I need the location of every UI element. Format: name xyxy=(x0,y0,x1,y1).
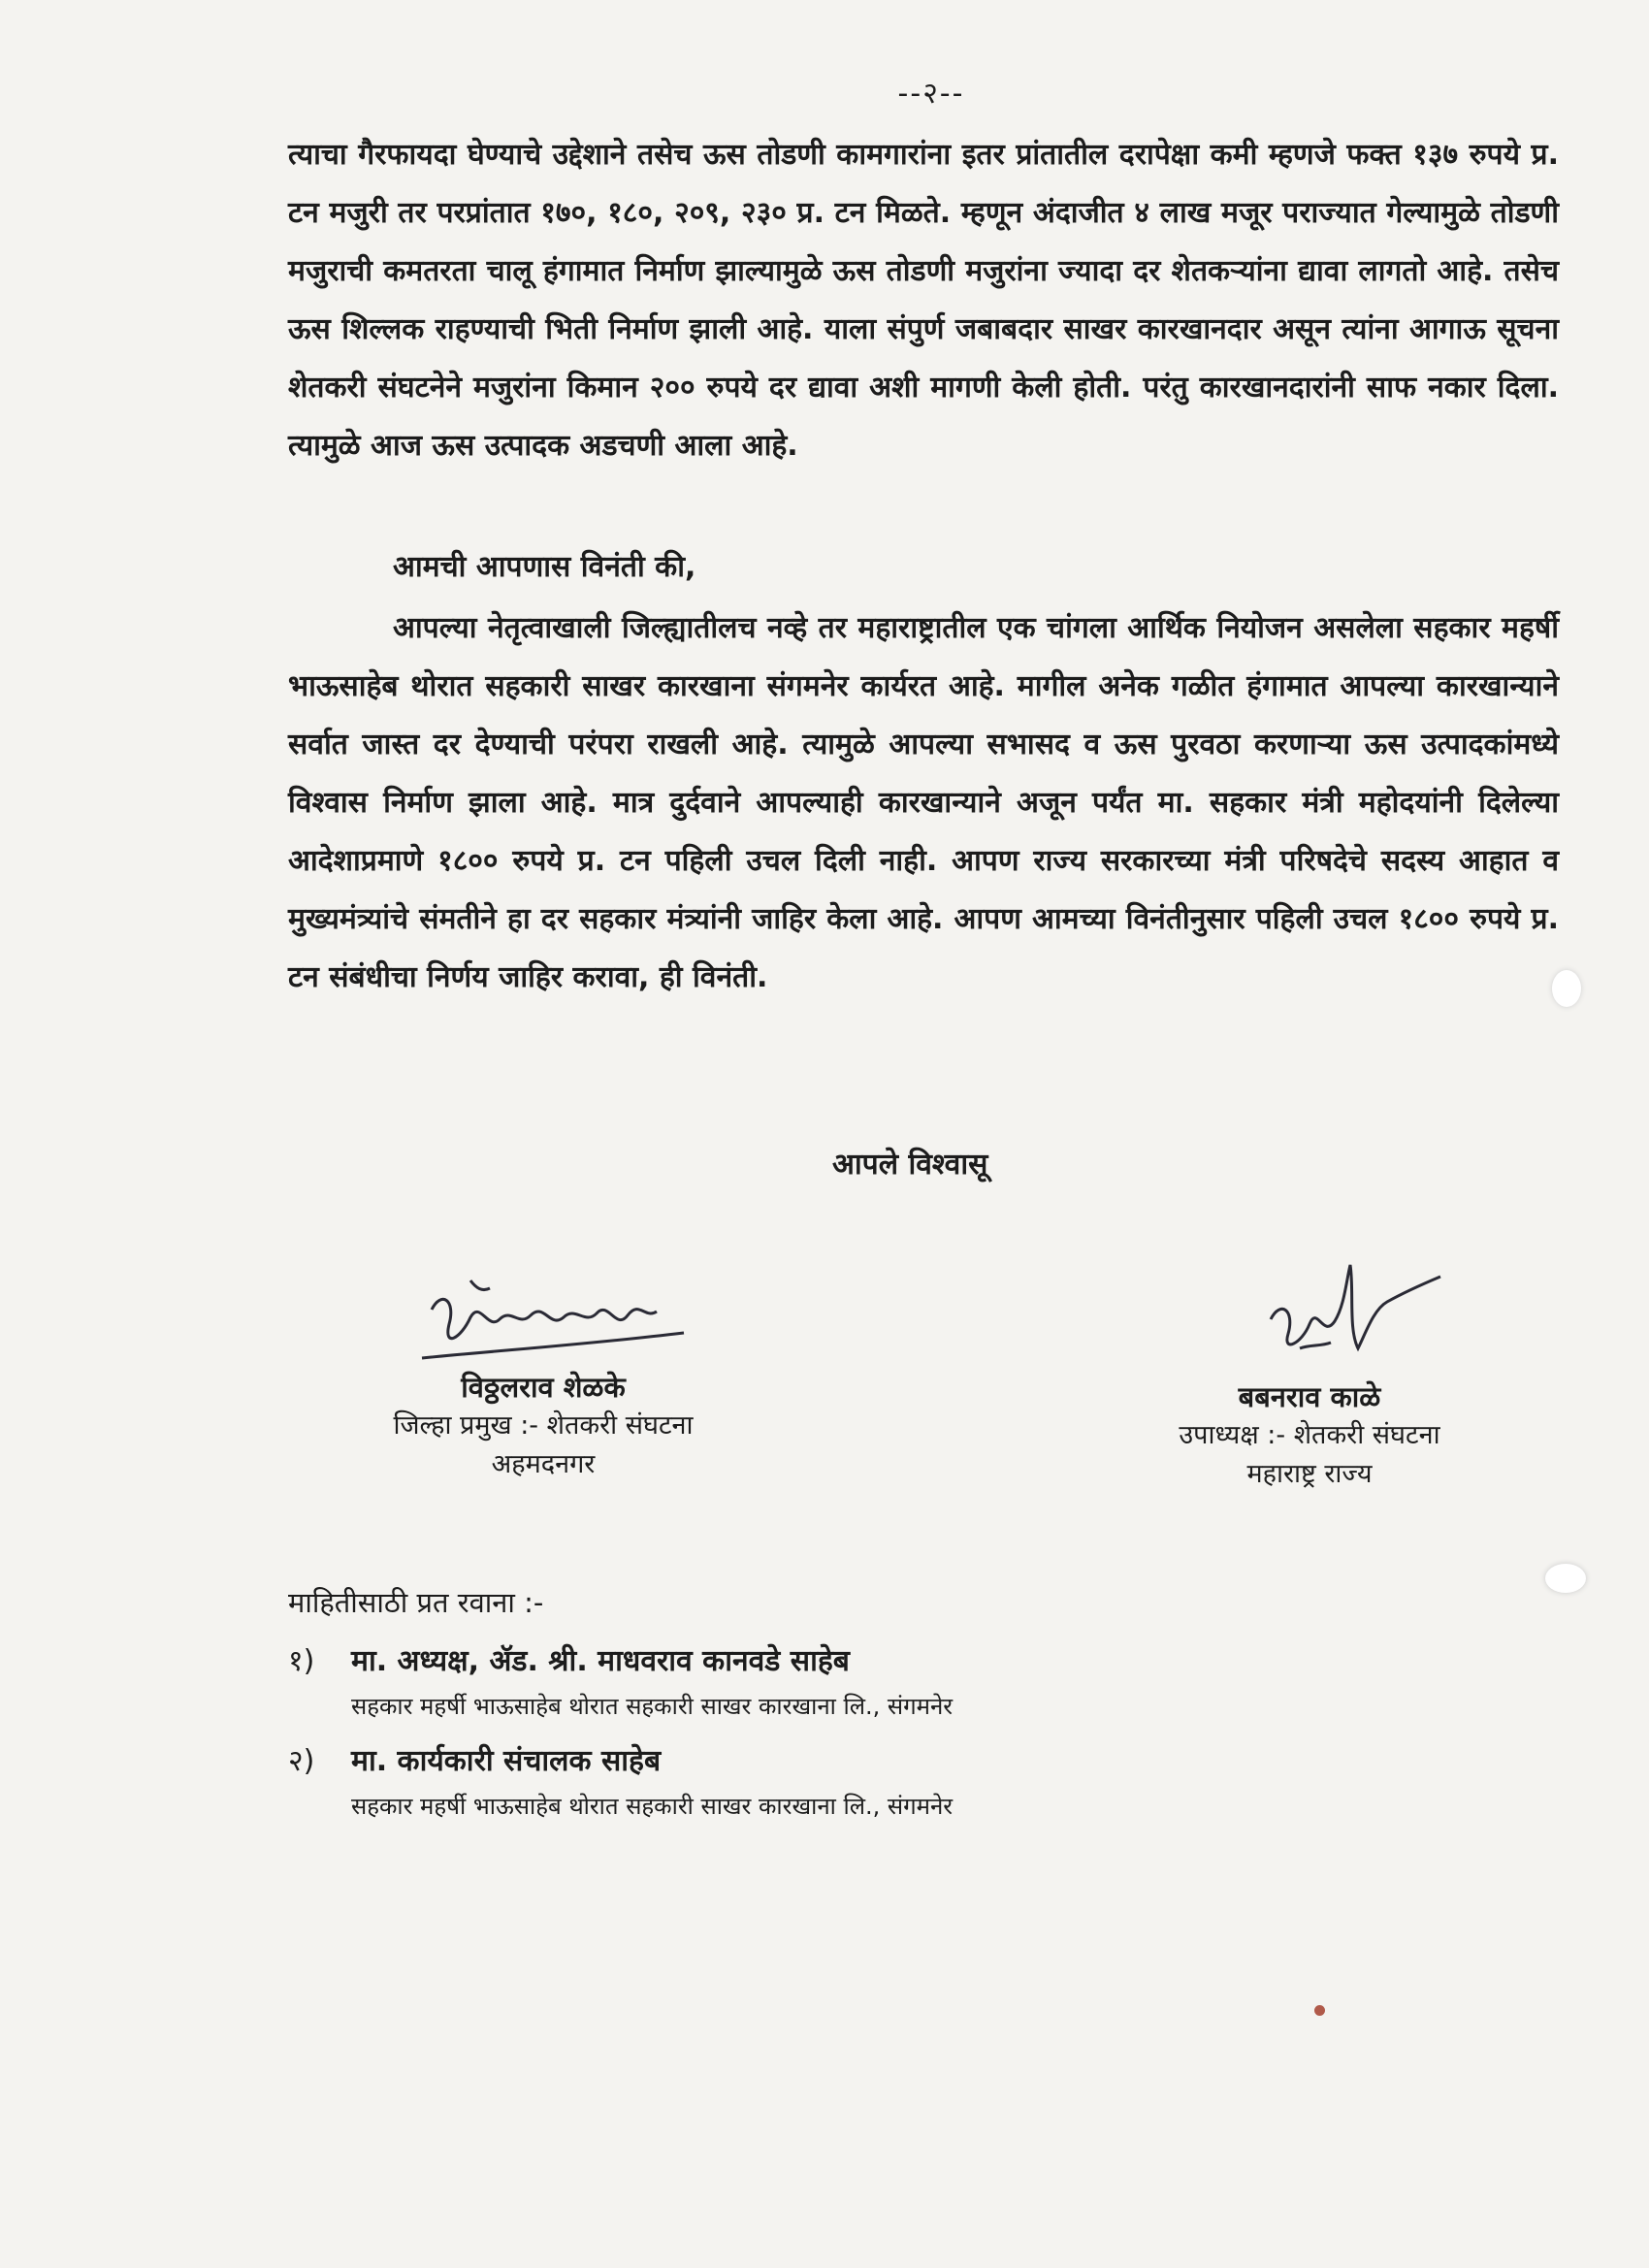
signatory-right-designation: उपाध्यक्ष :- शेतकरी संघटना xyxy=(1179,1420,1440,1450)
signatory-left-designation: जिल्हा प्रमुख :- शेतकरी संघटना xyxy=(393,1410,694,1441)
body-paragraph-1: त्याचा गैरफायदा घेण्याचे उद्देशाने तसेच ऊस तोडणी कामगारांना इतर प्रांतातील दरापेक्षा कमी म्हणजे फक्त १३७ रुपये प्र. टन मजुरी तर परप्रांतात १७०, १८०, २०९, २३० प्र. टन मिळते. म्हणून अंदाजीत ४ लाख मजूर पराज्यात गेल्यामुळे तोडणी मजुराची कमतरता चालू हंगामात निर्माण झाल्यामुळे ऊस तोडणी मजुरांना ज्यादा दर शेतकऱ्यांना द्यावा लागतो आहे. तसेच ऊस शिल्लक राहण्याची भिती निर्माण झाली आहे. याला संपुर्ण जबाबदार साखर कारखानदार असून त्यांना आगाऊ सूचना शेतकरी संघटनेने मजुरांना किमान २०० रुपये दर द्यावा अशी मागणी केली होती. परंतु कारखानदारांनी साफ नकार दिला. त्यामुळे आज ऊस उत्पादक अडचणी आला आहे. xyxy=(288,138,1559,463)
page-number: --२-- xyxy=(897,77,965,111)
copy-to-title: माहितीसाठी प्रत रवाना :- xyxy=(288,1586,544,1619)
copy-to-item-title: मा. अध्यक्ष, ॲड. श्री. माधवराव कानवडे साहेब xyxy=(351,1644,850,1678)
copy-to-item-number: १) xyxy=(288,1644,315,1678)
copy-to-item-number: २) xyxy=(288,1744,315,1778)
signatory-right xyxy=(1145,1377,1474,1494)
signatory-left-place: अहमदनगर xyxy=(491,1449,596,1479)
signatory-right-place: महाराष्ट्र राज्य xyxy=(1246,1459,1373,1489)
signature-left-icon xyxy=(412,1271,694,1377)
paper-blemish xyxy=(1545,1564,1586,1593)
closing-line: आपले विश्वासू xyxy=(832,1148,988,1182)
paper-blemish xyxy=(1552,970,1581,1007)
copy-to-item-subtitle: सहकार महर्षी भाऊसाहेब थोरात सहकारी साखर कारखाना लि., संगमनेर xyxy=(351,1793,954,1820)
body-paragraph-2: आपल्या नेतृत्वाखाली जिल्ह्यातीलच नव्हे तर महाराष्ट्रातील एक चांगला आर्थिक नियोजन असलेला सहकार महर्षी भाऊसाहेब थोरात सहकारी साखर कारखाना संगमनेर कार्यरत आहे. मागील अनेक गळीत हंगामात आपल्या कारखान्याने सर्वात जास्त दर देण्याची परंपरा राखली आहे. त्यामुळे आपल्या सभासद व ऊस पुरवठा करणाऱ्या ऊस उत्पादकांमध्ये विश्वास निर्माण झाला आहे. मात्र दुर्दवाने आपल्याही कारखान्याने अजून पर्यंत मा. सहकार मंत्री महोदयांनी दिलेल्या आदेशाप्रमाणे १८०० रुपये प्र. टन पहिली उचल दिली नाही. आपण राज्य सरकारच्या मंत्री परिषदेचे सदस्य आहात व मुख्यमंत्र्यांचे संमतीने हा दर सहकार मंत्र्यांनी जाहिर केला आहे. आपण आमच्या विनंतीनुसार पहिली उचल १८०० रुपये प्र. टन संबंधीचा निर्णय जाहिर करावा, ही विनंती. xyxy=(288,611,1559,994)
request-salutation: आमची आपणास विनंती की, xyxy=(393,550,696,584)
signatory-left-name: विठ्ठलराव शेळके xyxy=(461,1371,626,1404)
copy-to-item-subtitle: सहकार महर्षी भाऊसाहेब थोरात सहकारी साखर कारखाना लि., संगमनेर xyxy=(351,1693,954,1720)
paper-speck xyxy=(1314,2005,1325,2016)
signature-right-icon xyxy=(1242,1251,1445,1387)
signatory-right-name: बबनराव काळे xyxy=(1238,1380,1381,1413)
copy-to-item-title: मा. कार्यकारी संचालक साहेब xyxy=(351,1744,662,1778)
signatory-left xyxy=(349,1368,737,1484)
